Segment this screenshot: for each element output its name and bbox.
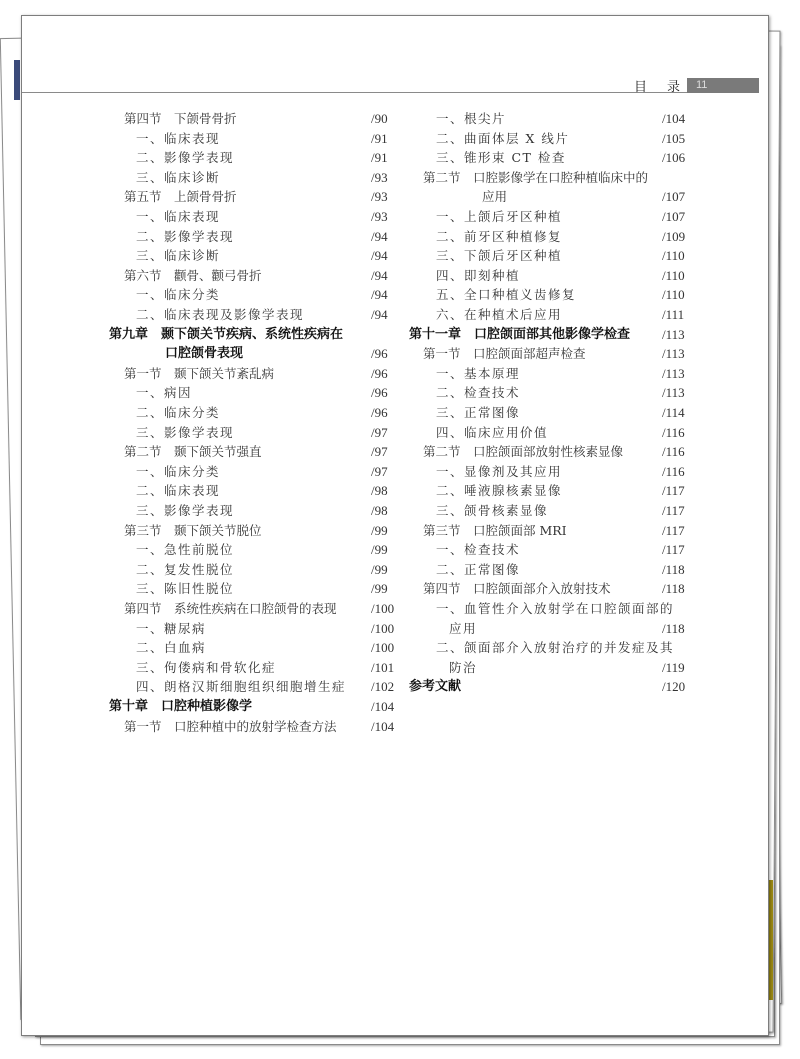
toc-page-number: /96	[371, 365, 388, 381]
toc-page-number: /116	[662, 424, 685, 440]
toc-page-number: /104	[371, 699, 395, 714]
toc-item-title[interactable]: 三、颌骨核素显像	[436, 503, 549, 518]
toc-page-number: /97	[371, 463, 388, 479]
toc-page-number: /117	[662, 483, 685, 499]
toc-page-number: /94	[371, 267, 388, 283]
toc-page-number: /91	[371, 150, 388, 166]
toc-page-number: /117	[662, 522, 685, 538]
toc-item-title[interactable]: 三、陈旧性脱位	[136, 581, 235, 597]
toc-item-title[interactable]: 三、临床诊断	[136, 169, 221, 185]
toc-page-number: /94	[371, 287, 388, 303]
toc-page-number: /102	[371, 679, 395, 695]
toc-item-title[interactable]: 一、临床表现	[136, 209, 221, 224]
page-edge-accent	[14, 60, 20, 100]
header-rule	[22, 92, 687, 93]
toc-page-number: /109	[662, 228, 686, 244]
toc-page-number: /100	[371, 620, 395, 636]
toc-page-number: /96	[371, 405, 388, 420]
toc-page-number: /107	[662, 209, 686, 224]
toc-page-number: /99	[371, 581, 388, 597]
toc-page-number: /116	[662, 444, 685, 460]
toc-page-number: /104	[662, 111, 686, 126]
toc-item-title[interactable]: 一、临床分类	[136, 463, 221, 479]
toc-item-title-continued[interactable]: 应用	[449, 620, 478, 636]
toc-item-title[interactable]: 二、白血病	[136, 640, 207, 656]
toc-page-number: /94	[371, 248, 388, 264]
toc-item-title[interactable]: 二、正常图像	[436, 561, 521, 577]
toc-page-number: /94	[371, 228, 388, 244]
toc-section-title[interactable]: 第二节 口腔颌面部放射性核素显像	[423, 444, 624, 460]
toc-item-title-continued[interactable]: 防治	[449, 659, 478, 675]
toc-item-title[interactable]: 二、临床分类	[136, 405, 221, 420]
toc-item-title[interactable]: 四、朗格汉斯细胞组织细胞增生症	[136, 679, 347, 695]
toc-section-title[interactable]: 第四节 下颌骨骨折	[124, 111, 237, 126]
toc-section-title[interactable]: 第三节 颞下颌关节脱位	[124, 522, 262, 538]
toc-page-number: /105	[662, 130, 686, 146]
toc-page-number: /93	[371, 169, 388, 185]
toc-item-title[interactable]: 二、影像学表现	[136, 228, 235, 244]
toc-chapter-title[interactable]: 第十一章 口腔颌面部其他影像学检查	[409, 326, 631, 342]
toc-page-number: /119	[662, 659, 685, 675]
toc-item-title[interactable]: 一、临床分类	[136, 287, 221, 303]
toc-page-number: /116	[662, 463, 685, 479]
toc-section-title[interactable]: 第一节 口腔种植中的放射学检查方法	[124, 718, 337, 734]
toc-page-number: /97	[371, 424, 388, 440]
toc-item-title[interactable]: 五、全口种植义齿修复	[436, 287, 577, 303]
toc-item-title[interactable]: 二、复发性脱位	[136, 561, 235, 577]
toc-section-title[interactable]: 第一节 口腔颌面部超声检查	[423, 346, 586, 362]
toc-page-number: /99	[371, 542, 388, 558]
toc-page-number: /113	[662, 346, 685, 362]
toc-page-number: /94	[371, 307, 388, 322]
header-title-char-1: 目	[634, 80, 648, 95]
toc-item-title[interactable]: 一、病因	[136, 385, 193, 401]
toc-page-number: /93	[371, 189, 388, 205]
toc-page-number: /107	[662, 189, 686, 205]
toc-page-number: /98	[371, 483, 388, 499]
toc-item-title[interactable]: 四、临床应用价值	[436, 424, 549, 440]
toc-item-title[interactable]: 三、影像学表现	[136, 424, 235, 440]
toc-page-number: /101	[371, 659, 395, 675]
toc-item-title[interactable]: 一、血管性介入放射学在口腔颌面部的	[436, 601, 675, 616]
toc-page-number: /100	[371, 640, 395, 656]
toc-page-number: /96	[371, 385, 388, 401]
toc-page-number: /93	[371, 209, 388, 224]
toc-section-title[interactable]: 第二节 颞下颌关节强直	[124, 444, 262, 460]
toc-page-number: /91	[371, 130, 388, 146]
toc-item-title[interactable]: 一、显像剂及其应用	[436, 463, 563, 479]
toc-item-title[interactable]: 三、临床诊断	[136, 248, 221, 264]
header-title-char-2: 录	[667, 80, 681, 95]
toc-page-number: /117	[662, 503, 685, 518]
page-number-badge: 11	[687, 78, 759, 93]
toc-page-number: /106	[662, 150, 686, 166]
toc-page-number: /97	[371, 444, 388, 460]
toc-page-number: /113	[662, 326, 685, 342]
toc-chapter-title-continued[interactable]: 口腔颌骨表现	[165, 346, 244, 362]
toc-page-number: /99	[371, 522, 388, 538]
toc-page-number: /100	[371, 601, 395, 616]
toc-page-number: /113	[662, 365, 685, 381]
toc-page-number: /110	[662, 287, 685, 303]
toc-item-title[interactable]: 二、影像学表现	[136, 150, 235, 166]
toc-item-title[interactable]: 二、临床表现及影像学表现	[136, 307, 305, 322]
toc-section-title[interactable]: 第四节 口腔颌面部介入放射技术	[423, 581, 611, 597]
toc-item-title[interactable]: 四、即刻种植	[436, 267, 521, 283]
toc-section-title[interactable]: 第三节 口腔颌面部 MRI	[423, 522, 567, 538]
toc-item-title[interactable]: 一、糖尿病	[136, 620, 207, 636]
toc-section-title[interactable]: 第一节 颞下颌关节紊乱病	[124, 365, 275, 381]
toc-page-number: /117	[662, 542, 685, 558]
toc-page-number: /118	[662, 581, 685, 597]
toc-item-title[interactable]: 二、曲面体层 X 线片	[436, 130, 570, 146]
toc-item-title[interactable]: 一、基本原理	[436, 365, 521, 381]
toc-section-title[interactable]: 第四节 系统性疾病在口腔颌骨的表现	[124, 601, 337, 616]
toc-item-title[interactable]: 二、检查技术	[436, 385, 521, 401]
toc-chapter-title[interactable]: 第九章 颞下颌关节疾病、系统性疾病在	[109, 326, 344, 342]
toc-section-title[interactable]: 第六节 颧骨、颧弓骨折	[124, 267, 262, 283]
toc-page-number: /120	[662, 679, 686, 695]
toc-page-number: /96	[371, 346, 388, 362]
toc-page-number: /98	[371, 503, 388, 518]
toc-page-number: /118	[662, 561, 685, 577]
toc-item-title[interactable]: 六、在种植术后应用	[436, 307, 563, 322]
toc-item-title[interactable]: 三、锥形束 CT 检查	[436, 150, 566, 166]
toc-chapter-title[interactable]: 参考文献	[409, 679, 462, 695]
toc-item-title[interactable]: 二、前牙区种植修复	[436, 228, 563, 244]
toc-item-title[interactable]: 二、唾液腺核素显像	[436, 483, 563, 499]
toc-item-title[interactable]: 二、颌面部介入放射治疗的并发症及其	[436, 640, 675, 656]
toc-section-title[interactable]: 第五节 上颌骨骨折	[124, 189, 237, 205]
toc-item-title[interactable]: 一、上颌后牙区种植	[436, 209, 563, 224]
toc-page-number: /111	[662, 307, 685, 322]
toc-page-number: /90	[371, 111, 388, 126]
toc-item-title[interactable]: 一、临床表现	[136, 130, 221, 146]
toc-page-number: /114	[662, 405, 685, 420]
toc-item-title[interactable]: 一、根尖片	[436, 111, 507, 126]
toc-page-number: /110	[662, 267, 685, 283]
toc-item-title[interactable]: 三、佝偻病和骨软化症	[136, 659, 277, 675]
toc-section-title[interactable]: 第二节 口腔影像学在口腔种植临床中的	[423, 169, 649, 185]
toc-item-title[interactable]: 三、正常图像	[436, 405, 521, 420]
toc-page-number: /113	[662, 385, 685, 401]
toc-item-title[interactable]: 二、临床表现	[136, 483, 221, 499]
toc-page-number: /104	[371, 718, 395, 734]
toc-item-title[interactable]: 一、急性前脱位	[136, 542, 235, 558]
toc-page-number: /110	[662, 248, 685, 264]
toc-item-title[interactable]: 三、下颌后牙区种植	[436, 248, 563, 264]
toc-page	[21, 15, 769, 1036]
toc-page-number: /99	[371, 561, 388, 577]
toc-chapter-title[interactable]: 第十章 口腔种植影像学	[109, 699, 253, 714]
toc-item-title[interactable]: 一、检查技术	[436, 542, 521, 558]
toc-section-title-continued[interactable]: 应用	[482, 189, 508, 205]
toc-page-number: /118	[662, 620, 685, 636]
toc-item-title[interactable]: 三、影像学表现	[136, 503, 235, 518]
